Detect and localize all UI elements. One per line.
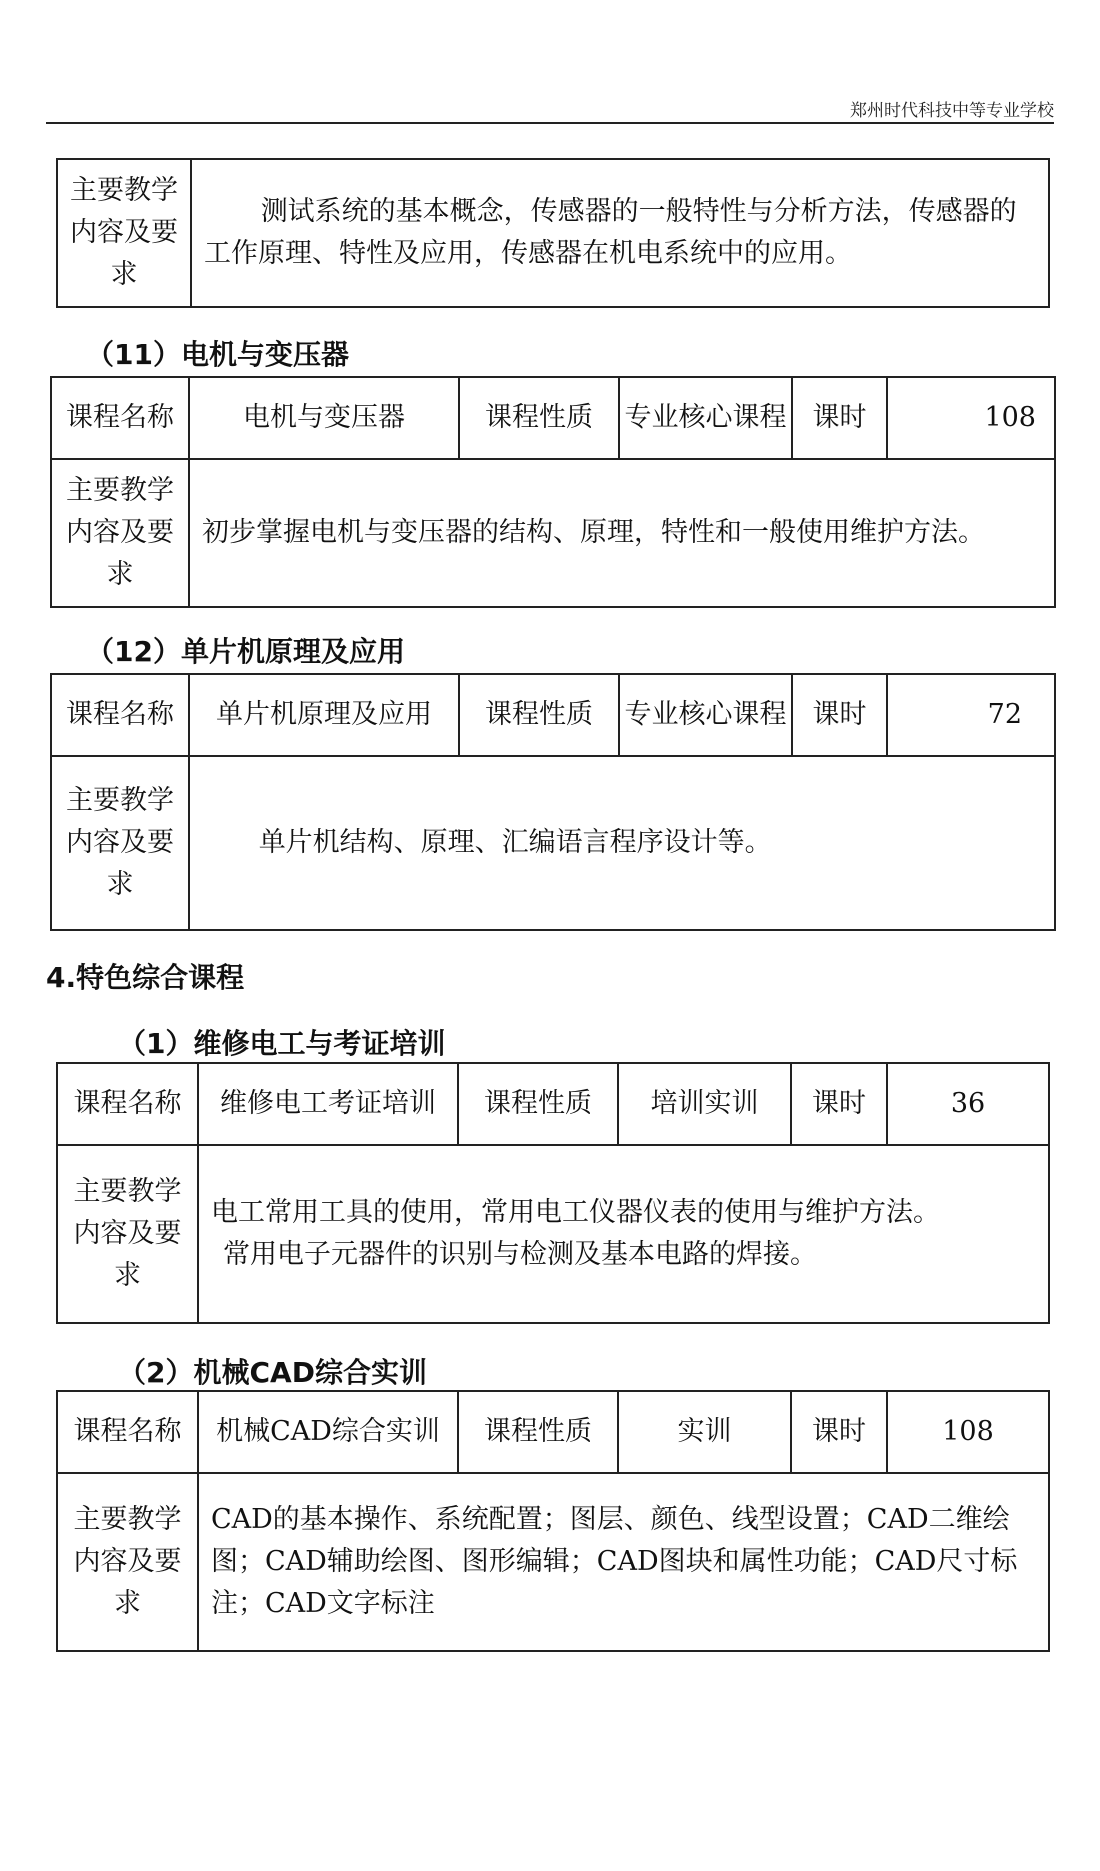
header-rule [46,122,1054,124]
course-name-label: 课程名称 [57,1391,198,1473]
special-course-1-table [56,1062,1050,1324]
main-content-label: 主要教学内容及要求 [51,459,189,607]
hours-value: 72 [887,674,1055,756]
course-type-label: 课程性质 [459,674,619,756]
course-name-label: 课程名称 [51,674,189,756]
course-type-value: 培训实训 [618,1063,791,1145]
main-content-label: 主要教学内容及要求 [57,1473,198,1651]
course-name-value: 电机与变压器 [189,377,459,459]
course-name-label: 课程名称 [51,377,189,459]
course-content: 测试系统的基本概念，传感器的一般特性与分析方法，传感器的工作原理、特性及应用，传感器在机电系统中的应用。 [204,196,1017,269]
continued-course-table [56,158,1050,308]
section-4-heading: 4.特色综合课程 [46,961,245,994]
main-content-label: 主要教学内容及要求 [57,159,191,307]
course-type-value: 专业核心课程 [619,674,792,756]
course-name-value: 机械CAD综合实训 [198,1391,458,1473]
course-type-value: 实训 [618,1391,791,1473]
hours-label: 课时 [791,1063,887,1145]
course-11-table [50,376,1056,608]
special-course-2-heading: （2）机械CAD综合实训 [118,1356,427,1389]
course-content: CAD的基本操作、系统配置；图层、颜色、线型设置；CAD二维绘图；CAD辅助绘图、图形编辑；CAD图块和属性功能；CAD尺寸标注；CAD文字标注 [211,1504,1018,1619]
main-content-label: 主要教学内容及要求 [57,1145,198,1323]
course-type-label: 课程性质 [459,377,619,459]
course-type-value: 专业核心课程 [619,377,792,459]
course-11-heading: （11）电机与变压器 [86,338,349,371]
course-name-label: 课程名称 [57,1063,198,1145]
hours-value: 108 [887,377,1055,459]
course-content-line-2: 常用电子元器件的识别与检测及基本电路的焊接。 [223,1239,817,1270]
course-name-value: 单片机原理及应用 [189,674,459,756]
hours-label: 课时 [792,377,887,459]
hours-value: 36 [887,1063,1049,1145]
course-type-label: 课程性质 [458,1063,618,1145]
special-course-2-table [56,1390,1050,1652]
hours-label: 课时 [792,674,887,756]
hours-value: 108 [887,1391,1049,1473]
course-12-heading: （12）单片机原理及应用 [86,635,405,668]
special-course-1-heading: （1）维修电工与考证培训 [118,1027,446,1060]
main-content-label: 主要教学内容及要求 [51,756,189,930]
course-12-table [50,673,1056,931]
course-content-line-1: 电工常用工具的使用，常用电工仪器仪表的使用与维护方法。 [211,1197,940,1228]
course-content: 单片机结构、原理、汇编语言程序设计等。 [258,827,772,858]
course-name-value: 维修电工考证培训 [198,1063,458,1145]
header-school-name: 郑州时代科技中等专业学校 [850,101,1054,121]
hours-label: 课时 [791,1391,887,1473]
course-content: 初步掌握电机与变压器的结构、原理，特性和一般使用维护方法。 [202,517,985,548]
course-type-label: 课程性质 [458,1391,618,1473]
